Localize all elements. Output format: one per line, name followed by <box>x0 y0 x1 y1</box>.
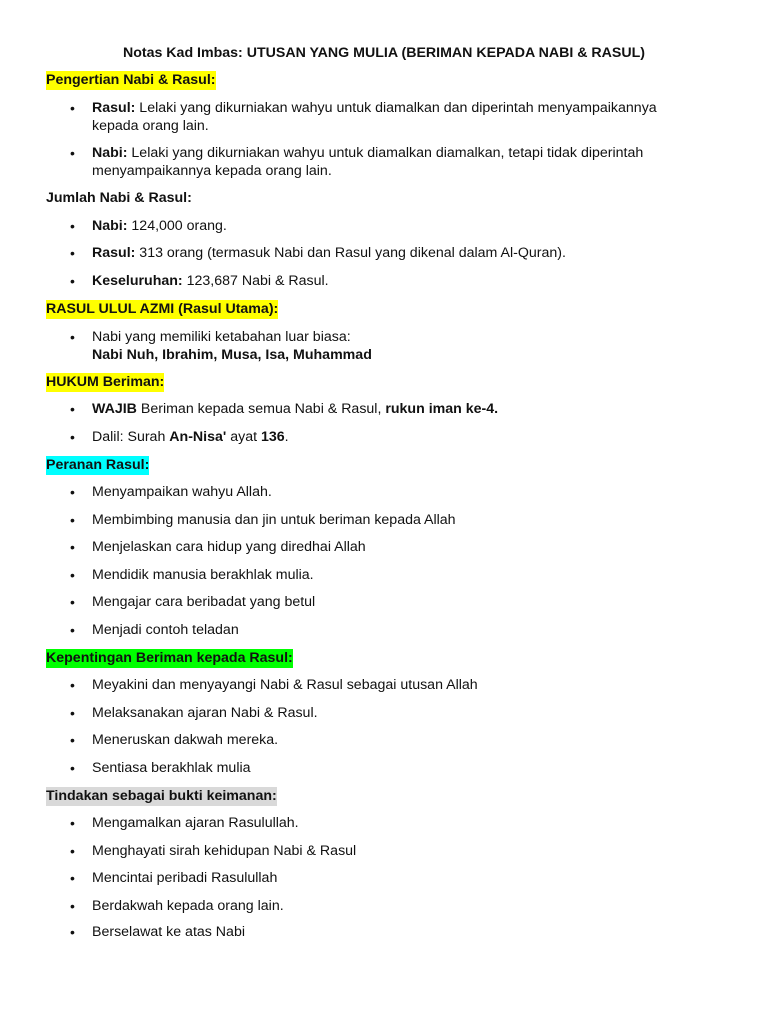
bullet-marker: • <box>70 705 75 721</box>
bullet-marker: • <box>70 245 75 261</box>
dalil-text: Dalil: Surah <box>92 429 170 445</box>
list-item-hukum-dalil <box>92 428 712 446</box>
jumlah-total-text: 123,687 Nabi & Rasul. <box>182 273 329 289</box>
list-item-nabi-definition <box>92 144 712 180</box>
list-item-jumlah-nabi <box>92 217 712 235</box>
bullet-marker: • <box>70 843 75 859</box>
ulul-azmi-names: Nabi Nuh, Ibrahim, Musa, Isa, Muhammad <box>92 347 372 363</box>
bullet-marker: • <box>70 732 75 748</box>
bullet-marker: • <box>70 677 75 693</box>
heading-peranan <box>46 456 149 474</box>
nabi-definition-text: Lelaki yang dikurniakan wahyu untuk diamalkan diamalkan, tetapi tidak diperintah <box>127 145 644 161</box>
bullet-marker: • <box>70 567 75 583</box>
list-item-tindakan: Mencintai peribadi Rasulullah <box>92 870 278 886</box>
heading-ulul-azmi <box>46 300 278 318</box>
bullet-marker: • <box>70 218 75 234</box>
list-item-peranan: Membimbing manusia dan jin untuk beriman kepada Allah <box>92 512 456 528</box>
heading-peranan-text: Peranan Rasul: <box>46 457 150 473</box>
bullet-marker: • <box>70 898 75 914</box>
wajib-label: WAJIB <box>92 401 137 417</box>
document-title: Notas Kad Imbas: UTUSAN YANG MULIA (BERIMAN KEPADA NABI & RASUL) <box>122 45 646 61</box>
nabi-label: Nabi: <box>92 145 128 161</box>
wajib-text: Beriman kepada semua Nabi & Rasul, <box>136 401 386 417</box>
bullet-marker: • <box>70 815 75 831</box>
list-item-jumlah-total <box>92 272 712 290</box>
list-item-kepentingan: Sentiasa berakhlak mulia <box>92 760 251 776</box>
list-item-tindakan: Berdakwah kepada orang lain. <box>92 898 284 914</box>
list-item-peranan: Menjadi contoh teladan <box>92 622 239 638</box>
list-item-peranan: Mendidik manusia berakhlak mulia. <box>92 567 314 583</box>
jumlah-nabi-label: Nabi: <box>92 218 128 234</box>
list-item-tindakan: Berselawat ke atas Nabi <box>92 924 245 940</box>
list-item-peranan: Mengajar cara beribadat yang betul <box>92 594 316 610</box>
list-item-kepentingan: Meneruskan dakwah mereka. <box>92 732 279 748</box>
dalil-surah: An-Nisa' <box>169 429 227 445</box>
dalil-ayat-text: ayat <box>226 429 261 445</box>
list-item-ulul-azmi <box>92 328 712 364</box>
bullet-marker: • <box>70 924 75 940</box>
list-item-peranan: Menjelaskan cara hidup yang diredhai Allah <box>92 539 366 555</box>
bullet-marker: • <box>70 870 75 886</box>
jumlah-nabi-text: 124,000 orang. <box>127 218 227 234</box>
bullet-marker: • <box>70 484 75 500</box>
bullet-marker: • <box>70 594 75 610</box>
rasul-label: Rasul: <box>92 100 136 116</box>
list-item-tindakan: Menghayati sirah kehidupan Nabi & Rasul <box>92 843 357 859</box>
list-item-hukum-wajib <box>92 400 712 418</box>
rukun-iman-text: rukun iman ke-4. <box>385 401 499 417</box>
list-item-rasul-definition <box>92 99 712 135</box>
list-item-kepentingan: Meyakini dan menyayangi Nabi & Rasul sebagai utusan Allah <box>92 677 478 693</box>
bullet-marker: • <box>70 512 75 528</box>
heading-hukum <box>46 373 164 391</box>
list-item-kepentingan: Melaksanakan ajaran Nabi & Rasul. <box>92 705 318 721</box>
nabi-definition-text-cont: menyampaikannya kepada orang lain. <box>92 163 332 179</box>
bullet-marker: • <box>70 329 75 345</box>
heading-tindakan-text: Tindakan sebagai bukti keimanan: <box>46 788 277 804</box>
jumlah-rasul-text: 313 orang (termasuk Nabi dan Rasul yang dikenal dalam Al-Quran). <box>135 245 566 261</box>
heading-tindakan <box>46 787 277 805</box>
list-item-peranan: Menyampaikan wahyu Allah. <box>92 484 272 500</box>
rasul-definition-text-cont: kepada orang lain. <box>92 118 209 134</box>
list-item-tindakan: Mengamalkan ajaran Rasulullah. <box>92 815 299 831</box>
bullet-marker: • <box>70 273 75 289</box>
heading-kepentingan-text: Kepentingan Beriman kepada Rasul: <box>46 650 293 666</box>
bullet-marker: • <box>70 429 75 445</box>
dalil-end: . <box>284 429 289 445</box>
bullet-marker: • <box>70 539 75 555</box>
heading-pengertian-text: Pengertian Nabi & Rasul: <box>46 72 216 88</box>
heading-ulul-azmi-text: RASUL ULUL AZMI (Rasul Utama): <box>46 301 279 317</box>
heading-pengertian <box>46 71 216 89</box>
heading-kepentingan <box>46 649 293 667</box>
jumlah-total-label: Keseluruhan: <box>92 273 183 289</box>
heading-jumlah <box>46 189 192 207</box>
ulul-azmi-description: Nabi yang memiliki ketabahan luar biasa: <box>92 329 351 345</box>
dalil-ayat-number: 136 <box>260 429 285 445</box>
bullet-marker: • <box>70 100 75 116</box>
bullet-marker: • <box>70 145 75 161</box>
rasul-definition-text: Lelaki yang dikurniakan wahyu untuk diamalkan dan diperintah menyampaikannya <box>135 100 657 116</box>
bullet-marker: • <box>70 401 75 417</box>
bullet-marker: • <box>70 760 75 776</box>
heading-hukum-text: HUKUM Beriman: <box>46 374 165 390</box>
list-item-jumlah-rasul <box>92 244 712 262</box>
jumlah-rasul-label: Rasul: <box>92 245 136 261</box>
heading-jumlah-text: Jumlah Nabi & Rasul: <box>46 190 192 206</box>
bullet-marker: • <box>70 622 75 638</box>
